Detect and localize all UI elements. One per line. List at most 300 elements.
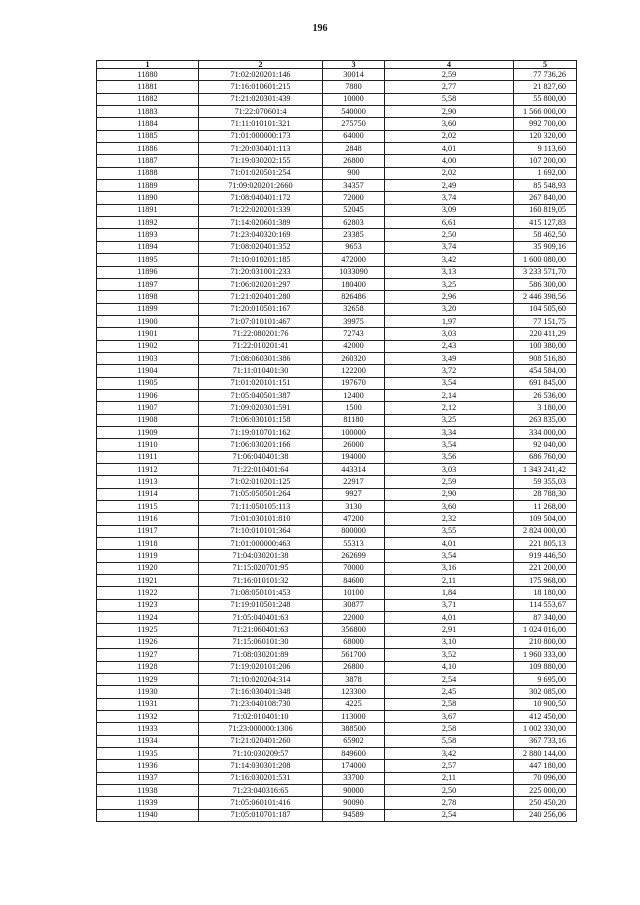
table-row bbox=[97, 612, 577, 624]
row-number-cell: 11908 bbox=[97, 414, 199, 426]
rate-cell: 2,02 bbox=[385, 130, 514, 142]
amount-cell: 992 700,00 bbox=[514, 118, 577, 130]
amount-cell: 225 000,00 bbox=[514, 784, 577, 796]
rate-cell: 5,58 bbox=[385, 735, 514, 747]
cadastral-number-cell: 71:05:060101:416 bbox=[199, 797, 323, 809]
table-row bbox=[97, 735, 577, 747]
table-row bbox=[97, 106, 577, 118]
cadastral-number-cell: 71:20:030401:113 bbox=[199, 143, 323, 155]
table-row bbox=[97, 525, 577, 537]
amount-cell: 175 968,00 bbox=[514, 575, 577, 587]
amount-cell: 415 127,83 bbox=[514, 217, 577, 229]
cadastral-number-cell: 71:02:010401:10 bbox=[199, 710, 323, 722]
amount-cell: 2 446 398,56 bbox=[514, 291, 577, 303]
rate-cell: 3,13 bbox=[385, 266, 514, 278]
amount-cell: 120 320,00 bbox=[514, 130, 577, 142]
cadastral-number-cell: 71:10:010101:364 bbox=[199, 525, 323, 537]
area-cell: 800000 bbox=[323, 525, 385, 537]
rate-cell: 2,78 bbox=[385, 797, 514, 809]
row-number-cell: 11883 bbox=[97, 106, 199, 118]
table-row bbox=[97, 575, 577, 587]
table-row bbox=[97, 624, 577, 636]
area-cell: 3878 bbox=[323, 673, 385, 685]
row-number-cell: 11900 bbox=[97, 315, 199, 327]
area-cell: 90090 bbox=[323, 797, 385, 809]
cadastral-number-cell: 71:02:010201:125 bbox=[199, 476, 323, 488]
table-row bbox=[97, 402, 577, 414]
area-cell: 826486 bbox=[323, 291, 385, 303]
area-cell: 3130 bbox=[323, 501, 385, 513]
data-table bbox=[96, 60, 577, 822]
rate-cell: 3,71 bbox=[385, 599, 514, 611]
table-row bbox=[97, 513, 577, 525]
amount-cell: 908 516,80 bbox=[514, 352, 577, 364]
amount-cell: 919 446,50 bbox=[514, 550, 577, 562]
amount-cell: 2 880 144,00 bbox=[514, 747, 577, 759]
cadastral-number-cell: 71:08:030201:89 bbox=[199, 649, 323, 661]
row-number-cell: 11934 bbox=[97, 735, 199, 747]
table-row bbox=[97, 538, 577, 550]
amount-cell: 221 805,13 bbox=[514, 538, 577, 550]
area-cell: 849600 bbox=[323, 747, 385, 759]
cadastral-number-cell: 71:22:020201:339 bbox=[199, 204, 323, 216]
rate-cell: 2,50 bbox=[385, 229, 514, 241]
area-cell: 26000 bbox=[323, 439, 385, 451]
area-cell: 113000 bbox=[323, 710, 385, 722]
area-cell: 7880 bbox=[323, 81, 385, 93]
amount-cell: 210 800,00 bbox=[514, 636, 577, 648]
row-number-cell: 11926 bbox=[97, 636, 199, 648]
table-row bbox=[97, 599, 577, 611]
cadastral-number-cell: 71:20:031001:233 bbox=[199, 266, 323, 278]
table-row bbox=[97, 143, 577, 155]
column-header: 1 bbox=[97, 61, 199, 69]
row-number-cell: 11923 bbox=[97, 599, 199, 611]
area-cell: 90000 bbox=[323, 784, 385, 796]
rate-cell: 3,54 bbox=[385, 550, 514, 562]
rate-cell: 2,54 bbox=[385, 809, 514, 821]
area-cell: 123300 bbox=[323, 686, 385, 698]
rate-cell: 1,84 bbox=[385, 587, 514, 599]
cadastral-number-cell: 71:11:010401:30 bbox=[199, 365, 323, 377]
row-number-cell: 11922 bbox=[97, 587, 199, 599]
rate-cell: 2,50 bbox=[385, 784, 514, 796]
cadastral-number-cell: 71:19:010701:162 bbox=[199, 426, 323, 438]
row-number-cell: 11915 bbox=[97, 501, 199, 513]
cadastral-number-cell: 71:05:040501:387 bbox=[199, 389, 323, 401]
row-number-cell: 11884 bbox=[97, 118, 199, 130]
area-cell: 68000 bbox=[323, 636, 385, 648]
cadastral-number-cell: 71:23:040316:65 bbox=[199, 784, 323, 796]
row-number-cell: 11885 bbox=[97, 130, 199, 142]
cadastral-number-cell: 71:08:020401:352 bbox=[199, 241, 323, 253]
cadastral-number-cell: 71:23:040320:169 bbox=[199, 229, 323, 241]
rate-cell: 3,67 bbox=[385, 710, 514, 722]
area-cell: 275750 bbox=[323, 118, 385, 130]
table-row bbox=[97, 809, 577, 821]
rate-cell: 1,97 bbox=[385, 315, 514, 327]
rate-cell: 2,77 bbox=[385, 81, 514, 93]
row-number-cell: 11895 bbox=[97, 254, 199, 266]
area-cell: 22917 bbox=[323, 476, 385, 488]
area-cell: 26800 bbox=[323, 155, 385, 167]
area-cell: 540000 bbox=[323, 106, 385, 118]
cadastral-number-cell: 71:21:060401:63 bbox=[199, 624, 323, 636]
rate-cell: 3,42 bbox=[385, 254, 514, 266]
table-row bbox=[97, 389, 577, 401]
table-row bbox=[97, 649, 577, 661]
row-number-cell: 11881 bbox=[97, 81, 199, 93]
row-number-cell: 11931 bbox=[97, 698, 199, 710]
table-row bbox=[97, 155, 577, 167]
amount-cell: 240 256,06 bbox=[514, 809, 577, 821]
amount-cell: 1 002 330,00 bbox=[514, 723, 577, 735]
area-cell: 64000 bbox=[323, 130, 385, 142]
table-row bbox=[97, 550, 577, 562]
cadastral-number-cell: 71:01:020501:254 bbox=[199, 167, 323, 179]
row-number-cell: 11916 bbox=[97, 513, 199, 525]
rate-cell: 4,01 bbox=[385, 538, 514, 550]
area-cell: 260320 bbox=[323, 352, 385, 364]
row-number-cell: 11898 bbox=[97, 291, 199, 303]
area-cell: 194000 bbox=[323, 451, 385, 463]
rate-cell: 4,01 bbox=[385, 612, 514, 624]
rate-cell: 3,42 bbox=[385, 747, 514, 759]
table-row bbox=[97, 476, 577, 488]
cadastral-number-cell: 71:15:060101:30 bbox=[199, 636, 323, 648]
rate-cell: 3,03 bbox=[385, 328, 514, 340]
rate-cell: 3,60 bbox=[385, 501, 514, 513]
rate-cell: 2,59 bbox=[385, 69, 514, 81]
rate-cell: 3,72 bbox=[385, 365, 514, 377]
cadastral-number-cell: 71:06:030101:158 bbox=[199, 414, 323, 426]
area-cell: 197670 bbox=[323, 377, 385, 389]
amount-cell: 220 411,29 bbox=[514, 328, 577, 340]
amount-cell: 107 200,00 bbox=[514, 155, 577, 167]
cadastral-number-cell: 71:01:000000:463 bbox=[199, 538, 323, 550]
area-cell: 42000 bbox=[323, 340, 385, 352]
area-cell: 900 bbox=[323, 167, 385, 179]
rate-cell: 3,74 bbox=[385, 241, 514, 253]
table-row bbox=[97, 501, 577, 513]
area-cell: 70000 bbox=[323, 562, 385, 574]
cadastral-number-cell: 71:16:030201:531 bbox=[199, 772, 323, 784]
amount-cell: 9 695,00 bbox=[514, 673, 577, 685]
rate-cell: 3,49 bbox=[385, 352, 514, 364]
rate-cell: 3,74 bbox=[385, 192, 514, 204]
column-header: 5 bbox=[514, 61, 577, 69]
amount-cell: 267 840,00 bbox=[514, 192, 577, 204]
cadastral-number-cell: 71:05:050501:264 bbox=[199, 488, 323, 500]
table-row bbox=[97, 723, 577, 735]
rate-cell: 3,54 bbox=[385, 439, 514, 451]
rate-cell: 3,52 bbox=[385, 649, 514, 661]
area-cell: 12400 bbox=[323, 389, 385, 401]
row-number-cell: 11933 bbox=[97, 723, 199, 735]
rate-cell: 4,10 bbox=[385, 661, 514, 673]
row-number-cell: 11891 bbox=[97, 204, 199, 216]
table-row bbox=[97, 562, 577, 574]
area-cell: 47200 bbox=[323, 513, 385, 525]
area-cell: 388500 bbox=[323, 723, 385, 735]
amount-cell: 367 733,16 bbox=[514, 735, 577, 747]
rate-cell: 2,11 bbox=[385, 575, 514, 587]
cadastral-number-cell: 71:22:010401:64 bbox=[199, 464, 323, 476]
rate-cell: 2,58 bbox=[385, 698, 514, 710]
rate-cell: 2,32 bbox=[385, 513, 514, 525]
rate-cell: 3,16 bbox=[385, 562, 514, 574]
amount-cell: 586 300,00 bbox=[514, 278, 577, 290]
cadastral-number-cell: 71:09:020301:591 bbox=[199, 402, 323, 414]
cadastral-number-cell: 71:16:030401:348 bbox=[199, 686, 323, 698]
table-row bbox=[97, 278, 577, 290]
rate-cell: 3,55 bbox=[385, 525, 514, 537]
page-number: 196 bbox=[312, 23, 328, 34]
cadastral-number-cell: 71:21:020401:260 bbox=[199, 735, 323, 747]
rate-cell: 2,43 bbox=[385, 340, 514, 352]
area-cell: 9927 bbox=[323, 488, 385, 500]
table-row bbox=[97, 760, 577, 772]
rate-cell: 3,25 bbox=[385, 414, 514, 426]
row-number-cell: 11905 bbox=[97, 377, 199, 389]
row-number-cell: 11919 bbox=[97, 550, 199, 562]
cadastral-number-cell: 71:01:030101:810 bbox=[199, 513, 323, 525]
table-row bbox=[97, 661, 577, 673]
row-number-cell: 11935 bbox=[97, 747, 199, 759]
amount-cell: 87 340,00 bbox=[514, 612, 577, 624]
rate-cell: 2,49 bbox=[385, 180, 514, 192]
row-number-cell: 11924 bbox=[97, 612, 199, 624]
cadastral-number-cell: 71:23:040108:730 bbox=[199, 698, 323, 710]
row-number-cell: 11904 bbox=[97, 365, 199, 377]
area-cell: 72000 bbox=[323, 192, 385, 204]
column-header: 3 bbox=[323, 61, 385, 69]
area-cell: 10000 bbox=[323, 93, 385, 105]
cadastral-number-cell: 71:19:010501:248 bbox=[199, 599, 323, 611]
table-row bbox=[97, 340, 577, 352]
area-cell: 22000 bbox=[323, 612, 385, 624]
cadastral-number-cell: 71:08:050101:453 bbox=[199, 587, 323, 599]
row-number-cell: 11906 bbox=[97, 389, 199, 401]
rate-cell: 2,02 bbox=[385, 167, 514, 179]
cadastral-number-cell: 71:09:020201:2660 bbox=[199, 180, 323, 192]
cadastral-number-cell: 71:05:010701:187 bbox=[199, 809, 323, 821]
row-number-cell: 11929 bbox=[97, 673, 199, 685]
table-row bbox=[97, 414, 577, 426]
amount-cell: 3 233 571,70 bbox=[514, 266, 577, 278]
amount-cell: 58 462,50 bbox=[514, 229, 577, 241]
table-row bbox=[97, 204, 577, 216]
table-row bbox=[97, 377, 577, 389]
table-row bbox=[97, 229, 577, 241]
amount-cell: 18 180,00 bbox=[514, 587, 577, 599]
cadastral-number-cell: 71:05:040401:63 bbox=[199, 612, 323, 624]
amount-cell: 77 736,26 bbox=[514, 69, 577, 81]
amount-cell: 447 180,00 bbox=[514, 760, 577, 772]
amount-cell: 55 800,00 bbox=[514, 93, 577, 105]
area-cell: 33700 bbox=[323, 772, 385, 784]
area-cell: 472000 bbox=[323, 254, 385, 266]
area-cell: 81180 bbox=[323, 414, 385, 426]
row-number-cell: 11913 bbox=[97, 476, 199, 488]
amount-cell: 1 960 333,00 bbox=[514, 649, 577, 661]
amount-cell: 92 040,00 bbox=[514, 439, 577, 451]
rate-cell: 2,12 bbox=[385, 402, 514, 414]
rate-cell: 3,60 bbox=[385, 118, 514, 130]
rate-cell: 2,57 bbox=[385, 760, 514, 772]
cadastral-number-cell: 71:22:070601:4 bbox=[199, 106, 323, 118]
row-number-cell: 11938 bbox=[97, 784, 199, 796]
amount-cell: 454 584,00 bbox=[514, 365, 577, 377]
table-row bbox=[97, 352, 577, 364]
cadastral-number-cell: 71:14:020601:389 bbox=[199, 217, 323, 229]
table-row bbox=[97, 784, 577, 796]
table-row bbox=[97, 130, 577, 142]
table-row bbox=[97, 180, 577, 192]
row-number-cell: 11936 bbox=[97, 760, 199, 772]
cadastral-number-cell: 71:23:000000:1306 bbox=[199, 723, 323, 735]
row-number-cell: 11897 bbox=[97, 278, 199, 290]
rate-cell: 2,11 bbox=[385, 772, 514, 784]
rate-cell: 2,54 bbox=[385, 673, 514, 685]
amount-cell: 10 900,50 bbox=[514, 698, 577, 710]
row-number-cell: 11912 bbox=[97, 464, 199, 476]
area-cell: 94589 bbox=[323, 809, 385, 821]
area-cell: 52045 bbox=[323, 204, 385, 216]
cadastral-number-cell: 71:10:010201:185 bbox=[199, 254, 323, 266]
amount-cell: 1 566 000,00 bbox=[514, 106, 577, 118]
amount-cell: 3 180,00 bbox=[514, 402, 577, 414]
row-number-cell: 11932 bbox=[97, 710, 199, 722]
cadastral-number-cell: 71:19:030202:155 bbox=[199, 155, 323, 167]
row-number-cell: 11882 bbox=[97, 93, 199, 105]
cadastral-number-cell: 71:21:020301:439 bbox=[199, 93, 323, 105]
row-number-cell: 11928 bbox=[97, 661, 199, 673]
amount-cell: 221 200,00 bbox=[514, 562, 577, 574]
row-number-cell: 11896 bbox=[97, 266, 199, 278]
area-cell: 122200 bbox=[323, 365, 385, 377]
amount-cell: 302 085,00 bbox=[514, 686, 577, 698]
rate-cell: 3,10 bbox=[385, 636, 514, 648]
area-cell: 30014 bbox=[323, 69, 385, 81]
table-row bbox=[97, 747, 577, 759]
amount-cell: 1 343 241,42 bbox=[514, 464, 577, 476]
amount-cell: 26 536,00 bbox=[514, 389, 577, 401]
amount-cell: 263 835,00 bbox=[514, 414, 577, 426]
rate-cell: 2,91 bbox=[385, 624, 514, 636]
rate-cell: 3,54 bbox=[385, 377, 514, 389]
area-cell: 84600 bbox=[323, 575, 385, 587]
cadastral-number-cell: 71:10:020204:314 bbox=[199, 673, 323, 685]
amount-cell: 160 819,05 bbox=[514, 204, 577, 216]
amount-cell: 100 380,00 bbox=[514, 340, 577, 352]
area-cell: 2848 bbox=[323, 143, 385, 155]
cadastral-number-cell: 71:08:040401:172 bbox=[199, 192, 323, 204]
area-cell: 1500 bbox=[323, 402, 385, 414]
row-number-cell: 11880 bbox=[97, 69, 199, 81]
rate-cell: 2,96 bbox=[385, 291, 514, 303]
column-header: 4 bbox=[385, 61, 514, 69]
cadastral-number-cell: 71:10:030209:57 bbox=[199, 747, 323, 759]
rate-cell: 2,58 bbox=[385, 723, 514, 735]
cadastral-number-cell: 71:11:050105:113 bbox=[199, 501, 323, 513]
table-row bbox=[97, 315, 577, 327]
row-number-cell: 11893 bbox=[97, 229, 199, 241]
table-row bbox=[97, 488, 577, 500]
rate-cell: 5,58 bbox=[385, 93, 514, 105]
row-number-cell: 11899 bbox=[97, 303, 199, 315]
table-row bbox=[97, 673, 577, 685]
rate-cell: 2,90 bbox=[385, 488, 514, 500]
amount-cell: 59 355,03 bbox=[514, 476, 577, 488]
row-number-cell: 11892 bbox=[97, 217, 199, 229]
amount-cell: 11 268,00 bbox=[514, 501, 577, 513]
cadastral-number-cell: 71:21:020401:280 bbox=[199, 291, 323, 303]
cadastral-number-cell: 71:20:010501:167 bbox=[199, 303, 323, 315]
cadastral-number-cell: 71:06:030201:166 bbox=[199, 439, 323, 451]
table-row bbox=[97, 328, 577, 340]
amount-cell: 2 824 000,00 bbox=[514, 525, 577, 537]
area-cell: 180400 bbox=[323, 278, 385, 290]
row-number-cell: 11911 bbox=[97, 451, 199, 463]
area-cell: 262699 bbox=[323, 550, 385, 562]
rate-cell: 6,61 bbox=[385, 217, 514, 229]
row-number-cell: 11901 bbox=[97, 328, 199, 340]
row-number-cell: 11907 bbox=[97, 402, 199, 414]
amount-cell: 114 553,67 bbox=[514, 599, 577, 611]
cadastral-number-cell: 71:22:080201:76 bbox=[199, 328, 323, 340]
table-row bbox=[97, 241, 577, 253]
row-number-cell: 11927 bbox=[97, 649, 199, 661]
row-number-cell: 11921 bbox=[97, 575, 199, 587]
area-cell: 1033090 bbox=[323, 266, 385, 278]
amount-cell: 691 845,00 bbox=[514, 377, 577, 389]
area-cell: 356800 bbox=[323, 624, 385, 636]
amount-cell: 21 827,60 bbox=[514, 81, 577, 93]
amount-cell: 85 548,93 bbox=[514, 180, 577, 192]
cadastral-number-cell: 71:07:010101:467 bbox=[199, 315, 323, 327]
rate-cell: 3,20 bbox=[385, 303, 514, 315]
cadastral-number-cell: 71:06:020201:297 bbox=[199, 278, 323, 290]
rate-cell: 4,01 bbox=[385, 143, 514, 155]
row-number-cell: 11910 bbox=[97, 439, 199, 451]
cadastral-number-cell: 71:01:000000:173 bbox=[199, 130, 323, 142]
rate-cell: 3,25 bbox=[385, 278, 514, 290]
cadastral-number-cell: 71:19:020101:206 bbox=[199, 661, 323, 673]
rate-cell: 2,14 bbox=[385, 389, 514, 401]
amount-cell: 109 504,00 bbox=[514, 513, 577, 525]
amount-cell: 70 096,00 bbox=[514, 772, 577, 784]
row-number-cell: 11920 bbox=[97, 562, 199, 574]
row-number-cell: 11903 bbox=[97, 352, 199, 364]
table-row bbox=[97, 587, 577, 599]
amount-cell: 334 000,00 bbox=[514, 426, 577, 438]
cadastral-number-cell: 71:01:020101:151 bbox=[199, 377, 323, 389]
table-row bbox=[97, 167, 577, 179]
cadastral-number-cell: 71:08:060301:386 bbox=[199, 352, 323, 364]
table-header-row bbox=[97, 61, 577, 69]
row-number-cell: 11939 bbox=[97, 797, 199, 809]
area-cell: 23385 bbox=[323, 229, 385, 241]
table-row bbox=[97, 254, 577, 266]
area-cell: 9653 bbox=[323, 241, 385, 253]
table-row bbox=[97, 365, 577, 377]
area-cell: 10100 bbox=[323, 587, 385, 599]
cadastral-number-cell: 71:11:010101:321 bbox=[199, 118, 323, 130]
area-cell: 26800 bbox=[323, 661, 385, 673]
row-number-cell: 11940 bbox=[97, 809, 199, 821]
row-number-cell: 11937 bbox=[97, 772, 199, 784]
